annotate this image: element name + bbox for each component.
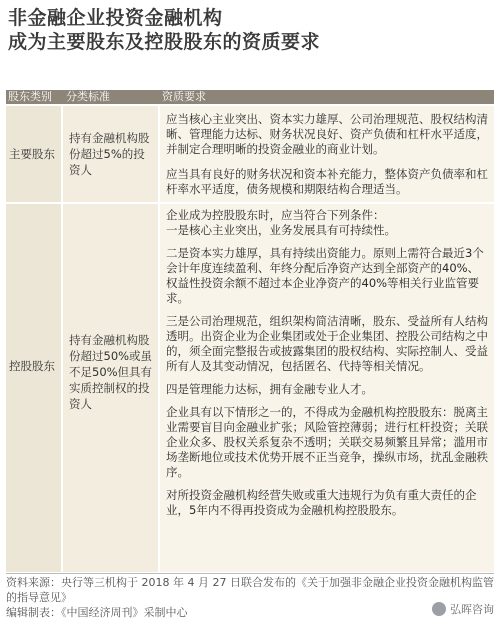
brand-watermark: [432, 601, 494, 617]
row2-req-4: 四是管理能力达标，拥有金融专业人才。: [166, 382, 373, 396]
row1-category: 主要股东: [9, 147, 55, 161]
header-criterion: 分类标准: [66, 90, 110, 103]
table-body: [6, 106, 494, 572]
title-line-2: 成为主要股东及控股股东的资质要求: [8, 31, 321, 53]
row1-requirements-cell: [160, 106, 494, 202]
wechat-icon: [432, 602, 446, 616]
title-line-1: 非金融企业投资金融机构: [8, 7, 223, 29]
row1-criterion-cell: [63, 106, 158, 202]
footer-editor: 编辑制表：《中国经济周刊》采制中心: [6, 606, 188, 619]
row2-category: 控股股东: [9, 359, 55, 373]
row1-req-1: 应当核心主业突出、资本实力雄厚、公司治理规范、股权结构清晰、管理能力达标、财务状况良好、资产负债和杠杆水平适度，并制定合理明晰的投资金融业的商业计划。: [166, 112, 488, 156]
row2-req-6: 对所投资金融机构经营失败或重大违规行为负有重大责任的企业，5年内不得再投资成为金融机构控股股东。: [166, 488, 477, 517]
page-title: [8, 6, 492, 54]
row2-req-5: 企业具有以下情形之一的，不得成为金融机构控股股东：脱离主业需要盲目向金融业扩张；风险管控薄弱；进行杠杆投资；关联企业众多、股权关系复杂不透明；关联交易频繁且异常；滥用市场垄断地位或技术优势开展不正当竞争，操纵市场，扰乱金融秩序。: [166, 405, 488, 479]
row2-criterion: 持有金融机构股份超过50%或虽不足50%但具有实质控制权的投资人: [69, 333, 153, 411]
brand-name: 弘晖咨询: [450, 603, 494, 616]
row2-category-cell: [6, 204, 61, 572]
row2-req-1: 企业成为控股股东时，应当符合下列条件： 一是核心主业突出，业务发展具有可持续性。: [166, 208, 396, 237]
row2-requirements-cell: [160, 204, 494, 572]
row2-req-3: 三是公司治理规范，组织架构简洁清晰，股东、受益所有人结构透明。出资企业为企业集团或处于企业集团、控股公司结构之中的，须全面完整报告或披露集团的股权结构、实际控制人、受益所有人及其变动情况，包括匿名、代持等相关情况。: [166, 314, 488, 373]
footer-source: 资料来源：央行等三机构于 2018 年 4 月 27 日联合发布的《关于加强非金融企业投资金融机构监管的指导意见》: [6, 576, 494, 604]
row1-req-2: 应当具有良好的财务状况和资本补充能力，整体资产负债率和杠杆率水平适度，债务规模和期限结构合理适当。: [166, 167, 488, 196]
row2-req-2: 二是资本实力雄厚，具有持续出资能力。原则上需符合最近3个会计年度连续盈利、年终分配后净资产达到全部资产的40%、权益性投资余额不超过本企业净资产的40%等相关行业监管要求。: [166, 246, 484, 305]
header-requirements: 资质要求: [162, 90, 206, 103]
row1-criterion: 持有金融机构股份超过5%的投资人: [69, 131, 150, 177]
header-category: 股东类别: [8, 90, 52, 103]
footer-divider: [6, 573, 494, 574]
row2-criterion-cell: [63, 204, 158, 572]
row2-requirements: [166, 208, 490, 518]
row1-category-cell: [6, 106, 61, 202]
footer: [6, 575, 494, 620]
table-header: [6, 90, 494, 104]
row1-requirements: [166, 112, 490, 197]
